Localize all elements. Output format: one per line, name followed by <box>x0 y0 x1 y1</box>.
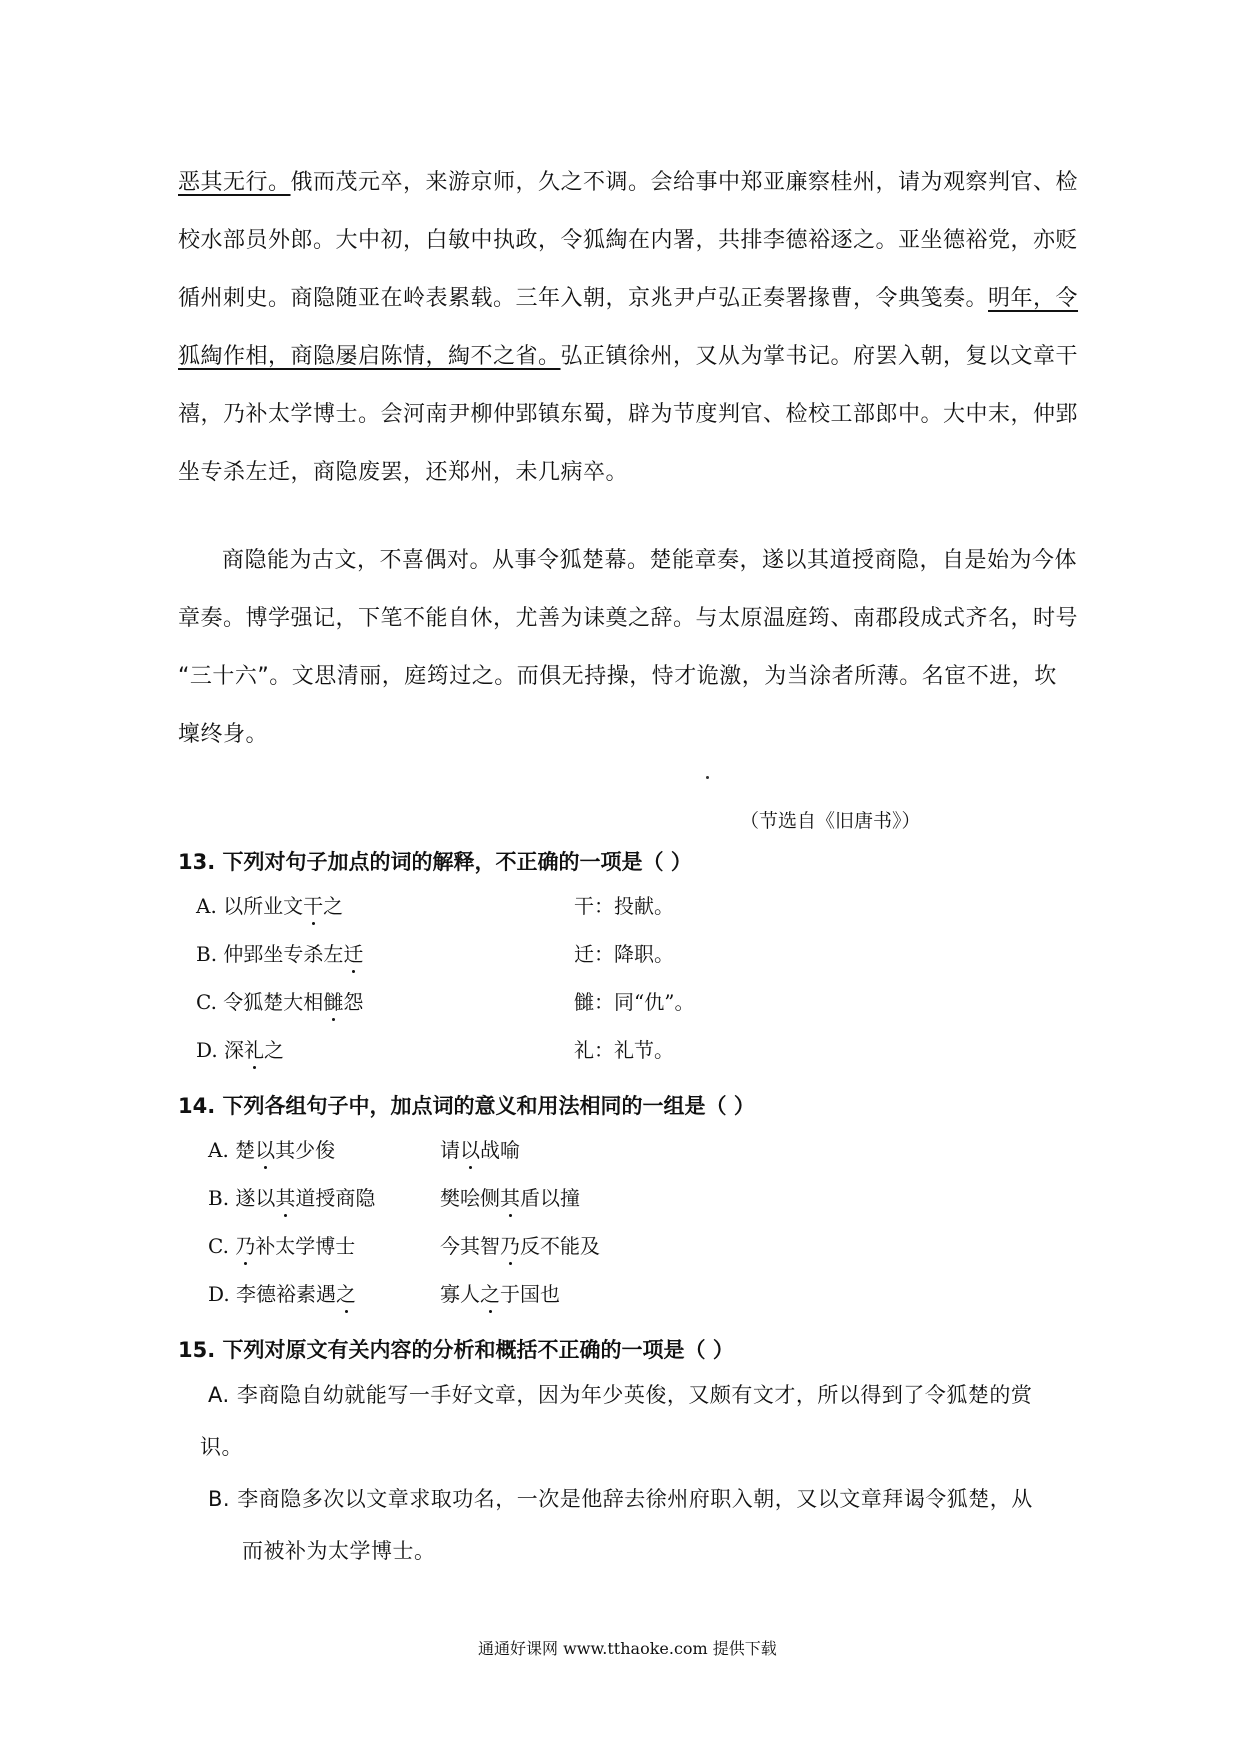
q14-option-a-compare: 请以战喻 <box>440 1138 520 1162</box>
scan-speck <box>706 776 709 779</box>
q15-option-b: B. 李商隐多次以文章求取功名，一次是他辞去徐州府职入朝，又以文章拜谒令狐楚，从 <box>208 1487 1033 1511</box>
passage-line: 狐綯作相，商隐屡启陈情，綯不之省。弘正镇徐州，又从为掌书记。府罢入朝，复以文章干 <box>178 344 1079 369</box>
q13-option-d-gloss: 礼：礼节。 <box>574 1038 674 1062</box>
q14-option-c-compare: 今其智乃反不能及 <box>440 1234 600 1258</box>
passage-line: 壈终身。 <box>178 722 269 747</box>
passage-line: 章奏。博学强记，下笔不能自休，尤善为诔奠之辞。与太原温庭筠、南郡段成式齐名，时号 <box>178 606 1079 631</box>
q15-option-a-cont: 识。 <box>200 1435 243 1459</box>
q14-option-c: C. 乃补太学博士 <box>208 1234 356 1258</box>
question-14-title: 14. 下列各组句子中，加点词的意义和用法相同的一组是（ ） <box>178 1094 755 1118</box>
q13-option-c-gloss: 雠：同“仇”。 <box>574 990 695 1014</box>
passage-line: “三十六”。文思清丽，庭筠过之。而俱无持操，恃才诡激，为当涂者所薄。名宦不进，坎 <box>178 664 1057 689</box>
passage-line: 禧，乃补太学博士。会河南尹柳仲郢镇东蜀，辟为节度判官、检校工部郎中。大中末，仲郢 <box>178 402 1079 427</box>
q13-option-c: C. 令狐楚大相雠怨 <box>196 990 364 1014</box>
question-15-title: 15. 下列对原文有关内容的分析和概括不正确的一项是（ ） <box>178 1338 734 1362</box>
passage-line: 商隐能为古文，不喜偶对。从事令狐楚幕。楚能章奏，遂以其道授商隐，自是始为今体 <box>222 548 1078 573</box>
q15-option-b-cont: 而被补为太学博士。 <box>242 1539 436 1563</box>
q14-option-b-compare: 樊哙侧其盾以撞 <box>440 1186 580 1210</box>
q14-option-a: A. 楚以其少俊 <box>208 1138 336 1162</box>
q14-option-d: D. 李德裕素遇之 <box>208 1282 357 1306</box>
passage-source: （节选自《旧唐书》） <box>740 810 921 832</box>
passage-line: 坐专杀左迁，商隐废罢，还郑州，未几病卒。 <box>178 460 629 485</box>
question-13-title: 13. 下列对句子加点的词的解释，不正确的一项是（ ） <box>178 850 692 874</box>
q13-option-b-gloss: 迁：降职。 <box>574 942 674 966</box>
q13-option-b: B. 仲郢坐专杀左迁 <box>196 942 364 966</box>
q14-option-b: B. 遂以其道授商隐 <box>208 1186 376 1210</box>
q15-option-a: A. 李商隐自幼就能写一手好文章，因为年少英俊，又颇有文才，所以得到了令狐楚的赏 <box>208 1383 1033 1407</box>
page-footer: 通通好课网 www.tthaoke.com 提供下载 <box>478 1639 777 1658</box>
q13-option-a-gloss: 干：投献。 <box>574 894 674 918</box>
q14-option-d-compare: 寡人之于国也 <box>440 1282 560 1306</box>
q13-option-a: A. 以所业文干之 <box>196 894 344 918</box>
passage-line: 循州刺史。商隐随亚在岭表累载。三年入朝，京兆尹卢弘正奏署掾曹，令典笺奏。明年，令 <box>178 286 1079 311</box>
q13-option-d: D. 深礼之 <box>196 1038 285 1062</box>
passage-line: 校水部员外郎。大中初，白敏中执政，令狐綯在内署，共排李德裕逐之。亚坐德裕党，亦贬 <box>178 228 1079 253</box>
passage-line: 恶其无行。俄而茂元卒，来游京师，久之不调。会给事中郑亚廉察桂州，请为观察判官、检 <box>178 170 1079 195</box>
